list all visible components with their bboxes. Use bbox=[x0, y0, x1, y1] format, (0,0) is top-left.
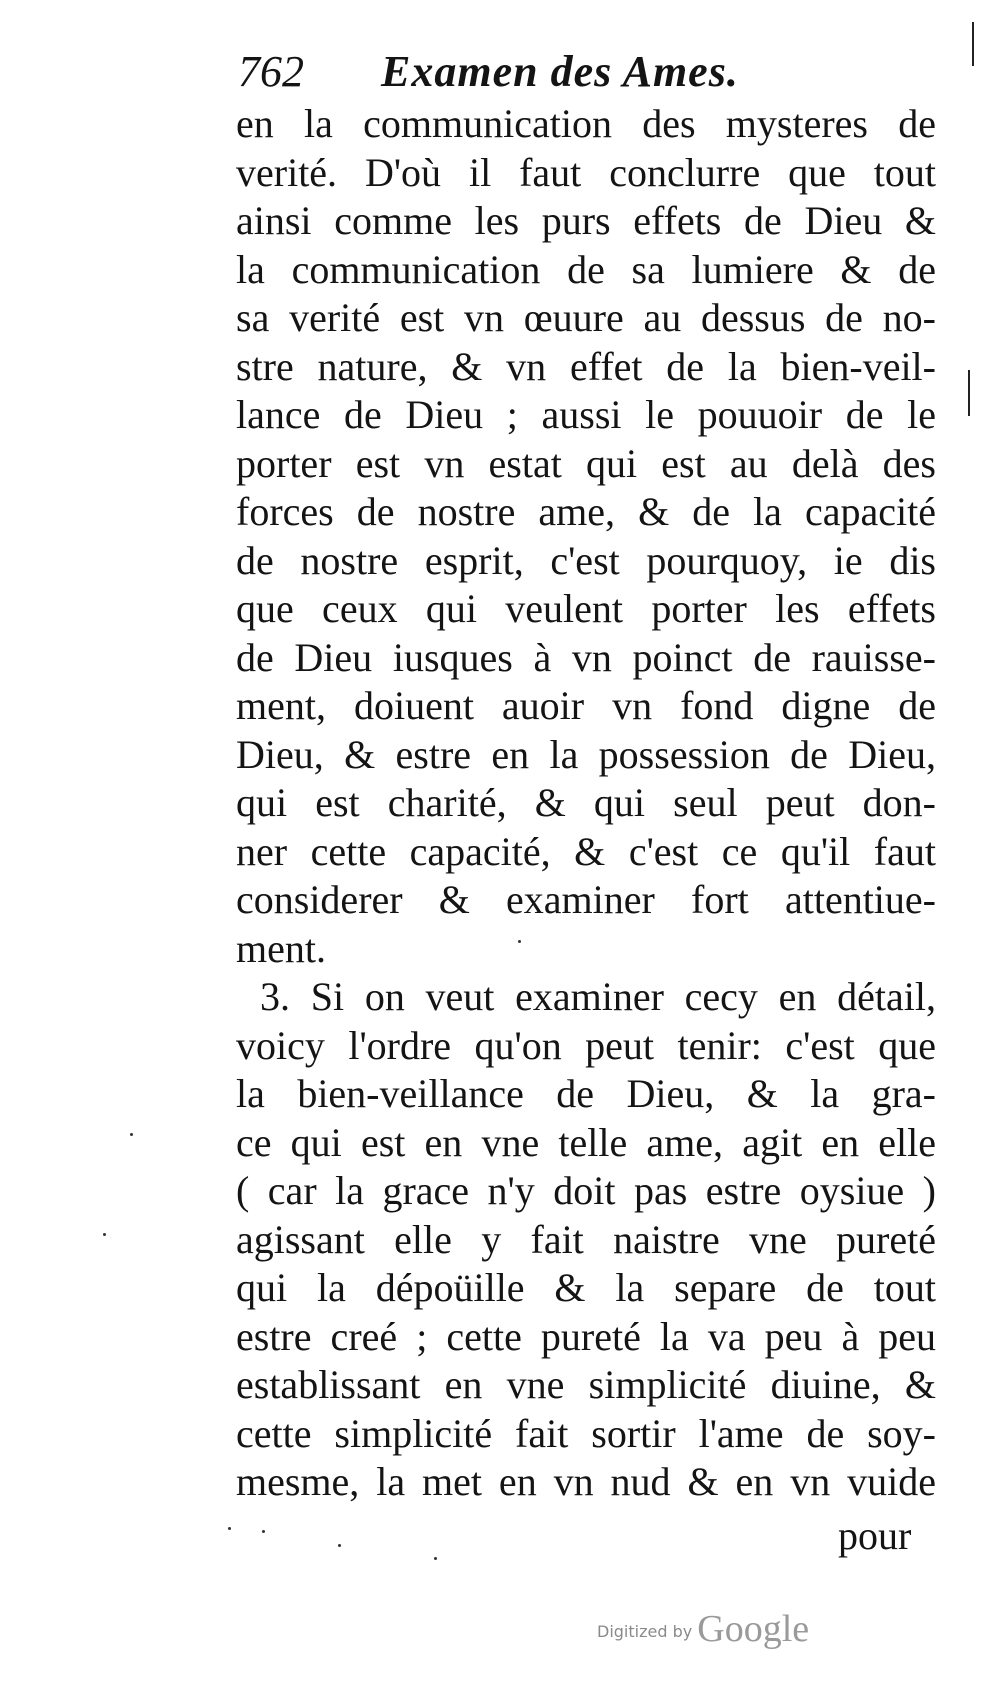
text-line: que ceux qui veulent porter les effets bbox=[236, 586, 936, 631]
text-line: de nostre esprit, c'est pourquoy, ie dis bbox=[236, 537, 936, 583]
page-header bbox=[238, 42, 938, 102]
text-line: en la communication des mysteres de bbox=[236, 101, 936, 146]
text-line: cette simplicité fait sortir l'ame de soy- bbox=[236, 1410, 936, 1456]
text-line: porter est vn estat qui est au delà des bbox=[236, 440, 936, 486]
page-number: 762 bbox=[238, 47, 304, 96]
scan-speck bbox=[130, 1133, 133, 1136]
text-line: qui la dépoüille & la separe de tout bbox=[236, 1265, 936, 1310]
catchword: pour bbox=[838, 1513, 912, 1558]
text-line: sa verité est vn œuure au dessus de no- bbox=[236, 295, 936, 340]
watermark-prefix: Digitized by bbox=[597, 1622, 693, 1641]
scan-speck bbox=[434, 1557, 437, 1560]
text-line: lance de Dieu ; aussi le pouuoir de le bbox=[236, 392, 936, 437]
text-line: verité. D'où il faut conclurre que tout bbox=[236, 149, 936, 195]
google-logo: Google bbox=[697, 1608, 810, 1650]
text-line: forces de nostre ame, & de la capacité bbox=[236, 489, 936, 534]
text-line: la communication de sa lumiere & de bbox=[236, 246, 936, 292]
text-line: ment. bbox=[236, 925, 326, 971]
text-line: la bien-veillance de Dieu, & la gra- bbox=[236, 1071, 936, 1116]
text-line: ment, doiuent auoir vn fond digne de bbox=[236, 683, 936, 728]
text-line: ner cette capacité, & c'est ce qu'il faut bbox=[236, 828, 936, 874]
margin-mark bbox=[968, 370, 970, 416]
scan-speck bbox=[262, 1530, 265, 1533]
body-text bbox=[236, 100, 936, 1507]
scan-speck bbox=[338, 1544, 341, 1547]
text-line: Dieu, & estre en la possession de Dieu, bbox=[236, 731, 936, 777]
text-line: estre creé ; cette pureté la va peu à peu bbox=[236, 1313, 936, 1359]
text-line: mesme, la met en vn nud & en vn vuide bbox=[236, 1459, 936, 1504]
digitized-by-google-watermark bbox=[597, 1607, 809, 1651]
text-line: establissant en vne simplicité diuine, & bbox=[236, 1362, 936, 1407]
text-line: qui est charité, & qui seul peut don- bbox=[236, 780, 936, 825]
scan-speck bbox=[518, 940, 521, 943]
margin-mark bbox=[972, 22, 974, 66]
running-title: Examen des Ames. bbox=[381, 47, 739, 96]
text-line: ( car la grace n'y doit pas estre oysiue ) bbox=[236, 1168, 936, 1213]
text-line: de Dieu iusques à vn poinct de rauisse- bbox=[236, 634, 936, 680]
text-line: ainsi comme les purs effets de Dieu & bbox=[236, 198, 936, 243]
text-line: ce qui est en vne telle ame, agit en elle bbox=[236, 1119, 936, 1165]
scan-speck bbox=[103, 1233, 106, 1236]
text-line: stre nature, & vn effet de la bien-veil- bbox=[236, 343, 936, 389]
scan-speck bbox=[228, 1527, 231, 1530]
text-line: agissant elle y fait naistre vne pureté bbox=[236, 1216, 936, 1262]
text-line: voicy l'ordre qu'on peut tenir: c'est que bbox=[236, 1022, 936, 1068]
text-line: considerer & examiner fort attentiue- bbox=[236, 877, 936, 922]
paragraph-start-line: 3. Si on veut examiner cecy en détail, bbox=[260, 974, 936, 1019]
